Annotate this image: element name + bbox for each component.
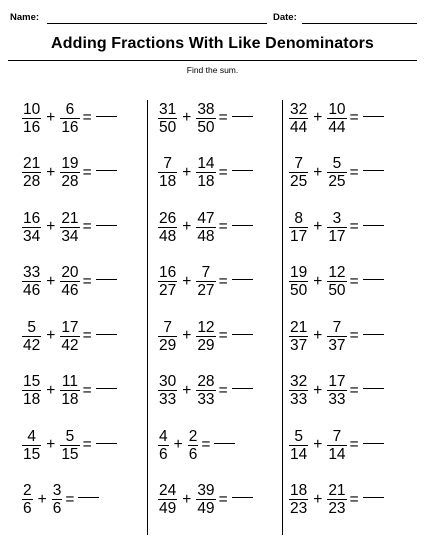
fraction-b: [327, 265, 346, 298]
fraction-b-numerator: 39: [197, 482, 215, 499]
fraction-a-denominator: 6: [23, 500, 32, 517]
plus-sign: +: [46, 436, 56, 453]
answer-blank[interactable]: [96, 443, 117, 444]
equals-sign: =: [349, 218, 359, 235]
fraction-a-numerator: 4: [159, 427, 168, 445]
fraction-b-numerator: 21: [61, 209, 79, 227]
answer-blank[interactable]: [96, 334, 117, 335]
fraction-a: [158, 211, 177, 244]
fraction-a-numerator: 5: [294, 427, 303, 445]
fraction-b-denominator: 49: [197, 500, 215, 517]
problem-1-3: [22, 204, 152, 250]
fraction-a: [158, 265, 177, 298]
plus-sign: +: [182, 163, 192, 181]
fraction-a-numerator: 16: [23, 209, 41, 227]
answer-blank[interactable]: [232, 170, 253, 171]
equals-sign: =: [218, 272, 228, 290]
equals-sign: =: [82, 109, 92, 126]
problem-3-3: [289, 204, 419, 250]
fraction-b-numerator: 2: [188, 427, 198, 445]
fraction-b: [60, 156, 79, 189]
fraction-a-numerator: 32: [290, 373, 308, 390]
fraction-a-denominator: 50: [290, 282, 308, 299]
fraction-b: [60, 320, 79, 353]
fraction-a-denominator: 6: [159, 445, 168, 463]
answer-blank[interactable]: [363, 497, 384, 498]
fraction-b-denominator: 46: [61, 282, 79, 299]
fraction-a: [22, 102, 41, 135]
fraction-b-denominator: 6: [52, 500, 62, 517]
answer-blank[interactable]: [363, 443, 384, 444]
fraction-a-denominator: 42: [23, 336, 41, 354]
plus-sign: +: [182, 272, 192, 290]
answer-blank[interactable]: [363, 334, 384, 335]
equals-sign: =: [201, 436, 211, 453]
problem-2-5: [158, 313, 288, 359]
plus-sign: +: [313, 327, 323, 344]
fraction-b: [60, 429, 79, 462]
instructions: Find the sum.: [186, 65, 239, 75]
fraction-b-denominator: 27: [197, 282, 215, 299]
fraction-b-denominator: 18: [197, 173, 215, 190]
fraction-a: [22, 156, 41, 189]
answer-blank[interactable]: [232, 116, 253, 117]
equals-sign: =: [349, 436, 359, 453]
fraction-b-numerator: 12: [197, 318, 215, 336]
fraction-b: [196, 265, 215, 298]
equals-sign: =: [82, 436, 92, 453]
plus-sign: +: [182, 327, 192, 344]
problem-3-7: [289, 422, 419, 468]
fraction-b-numerator: 38: [197, 100, 215, 118]
fraction-a-numerator: 24: [159, 482, 177, 499]
fraction-b-denominator: 42: [61, 336, 79, 354]
fraction-b: [196, 211, 215, 244]
fraction-b-numerator: 3: [332, 209, 342, 227]
fraction-a-numerator: 33: [23, 264, 41, 281]
plus-sign: +: [313, 381, 323, 399]
fraction-a-denominator: 17: [290, 227, 308, 245]
fraction-a: [158, 429, 169, 462]
fraction-b-numerator: 14: [197, 155, 215, 172]
answer-blank[interactable]: [96, 116, 117, 117]
fraction-a-denominator: 14: [290, 445, 308, 463]
fraction-a-numerator: 10: [23, 100, 41, 118]
fraction-a: [22, 374, 41, 407]
fraction-a-denominator: 18: [23, 391, 41, 408]
equals-sign: =: [349, 163, 359, 181]
fraction-a-numerator: 16: [159, 264, 177, 281]
fraction-b-denominator: 15: [61, 445, 79, 463]
plus-sign: +: [313, 490, 323, 508]
fraction-b-denominator: 34: [61, 227, 79, 245]
problem-1-8: [22, 477, 152, 523]
equals-sign: =: [349, 327, 359, 344]
problem-3-2: [289, 150, 419, 196]
answer-blank[interactable]: [363, 116, 384, 117]
fraction-b-numerator: 7: [332, 427, 342, 445]
fraction-b-numerator: 28: [197, 373, 215, 390]
fraction-b: [196, 483, 215, 516]
fraction-a: [289, 102, 308, 135]
fraction-a-denominator: 29: [159, 336, 177, 354]
fraction-b: [327, 483, 346, 516]
fraction-b: [196, 102, 215, 135]
fraction-b-denominator: 48: [197, 227, 215, 245]
fraction-b-denominator: 16: [61, 118, 79, 136]
fraction-a-numerator: 5: [27, 318, 36, 336]
fraction-b: [60, 211, 79, 244]
fraction-a-denominator: 49: [159, 500, 177, 517]
fraction-a: [289, 265, 308, 298]
equals-sign: =: [218, 218, 228, 235]
fraction-a-numerator: 18: [290, 482, 308, 499]
problem-1-2: [22, 150, 152, 196]
fraction-b-numerator: 17: [328, 373, 346, 390]
fraction-b-numerator: 20: [61, 264, 79, 281]
problem-3-5: [289, 313, 419, 359]
answer-blank[interactable]: [96, 279, 117, 280]
fraction-a: [22, 211, 41, 244]
page-title: Adding Fractions With Like Denominators: [51, 35, 374, 52]
fraction-a: [22, 483, 33, 516]
plus-sign: +: [173, 436, 183, 453]
header: [10, 12, 417, 28]
plus-sign: +: [313, 218, 323, 235]
answer-blank[interactable]: [96, 170, 117, 171]
fraction-b-numerator: 21: [328, 482, 346, 499]
equals-sign: =: [82, 327, 92, 344]
answer-blank[interactable]: [214, 443, 235, 444]
fraction-b-denominator: 14: [328, 445, 346, 463]
plus-sign: +: [46, 327, 56, 344]
fraction-b: [60, 265, 79, 298]
fraction-a: [289, 320, 308, 353]
equals-sign: =: [82, 163, 92, 181]
fraction-b-denominator: 28: [61, 173, 79, 190]
fraction-a: [22, 265, 41, 298]
fraction-b-numerator: 12: [328, 264, 346, 281]
plus-sign: +: [182, 218, 192, 235]
fraction-b-denominator: 6: [188, 445, 198, 463]
fraction-b: [327, 211, 346, 244]
title-rule: [8, 60, 417, 61]
answer-blank[interactable]: [232, 225, 253, 226]
plus-sign: +: [182, 490, 192, 508]
answer-blank[interactable]: [78, 497, 99, 498]
fraction-b-denominator: 50: [197, 118, 215, 136]
fraction-b: [327, 156, 346, 189]
fraction-b: [196, 156, 215, 189]
plus-sign: +: [313, 109, 323, 126]
fraction-a-denominator: 18: [159, 173, 177, 190]
problem-1-6: [22, 368, 152, 414]
fraction-a: [158, 102, 177, 135]
fraction-a: [289, 429, 308, 462]
problem-3-8: [289, 477, 419, 523]
plus-sign: +: [46, 163, 56, 181]
fraction-a: [289, 483, 308, 516]
fraction-b: [327, 320, 346, 353]
problem-2-4: [158, 259, 288, 305]
fraction-b-denominator: 18: [61, 391, 79, 408]
fraction-a-denominator: 48: [159, 227, 177, 245]
equals-sign: =: [218, 381, 228, 399]
fraction-a-numerator: 21: [290, 318, 308, 336]
fraction-a-numerator: 8: [294, 209, 303, 227]
answer-blank[interactable]: [232, 279, 253, 280]
answer-blank[interactable]: [363, 279, 384, 280]
equals-sign: =: [218, 490, 228, 508]
fraction-a-denominator: 27: [159, 282, 177, 299]
fraction-b-denominator: 29: [197, 336, 215, 354]
fraction-b-numerator: 11: [61, 373, 78, 390]
equals-sign: =: [82, 381, 92, 399]
fraction-a-denominator: 34: [23, 227, 41, 245]
fraction-a: [158, 156, 177, 189]
fraction-b-numerator: 6: [65, 100, 75, 118]
fraction-b-denominator: 37: [328, 336, 346, 354]
fraction-a-denominator: 23: [290, 500, 308, 517]
plus-sign: +: [46, 272, 56, 290]
problem-2-8: [158, 477, 288, 523]
fraction-b-denominator: 23: [328, 500, 346, 517]
fraction-b-numerator: 47: [197, 209, 215, 227]
fraction-a: [158, 374, 177, 407]
problem-1-4: [22, 259, 152, 305]
plus-sign: +: [46, 109, 56, 126]
fraction-b: [327, 374, 346, 407]
problem-2-6: [158, 368, 288, 414]
fraction-a-denominator: 46: [23, 282, 41, 299]
fraction-a-numerator: 32: [290, 100, 308, 118]
equals-sign: =: [82, 218, 92, 235]
fraction-a: [158, 320, 177, 353]
fraction-b-denominator: 50: [328, 282, 346, 299]
equals-sign: =: [349, 109, 359, 126]
fraction-a-numerator: 31: [159, 100, 177, 118]
fraction-a-numerator: 15: [23, 373, 41, 390]
name-label: Name:: [10, 12, 40, 23]
plus-sign: +: [182, 109, 192, 126]
fraction-a: [289, 156, 308, 189]
equals-sign: =: [218, 327, 228, 344]
fraction-a-numerator: 7: [163, 155, 172, 172]
fraction-b: [196, 374, 215, 407]
fraction-b-denominator: 25: [328, 173, 346, 190]
fraction-a-denominator: 33: [290, 391, 308, 408]
fraction-b-numerator: 5: [332, 155, 342, 172]
fraction-a-numerator: 21: [23, 155, 41, 172]
equals-sign: =: [65, 490, 75, 508]
equals-sign: =: [349, 381, 359, 399]
fraction-a-numerator: 7: [163, 318, 172, 336]
fraction-a-numerator: 26: [159, 209, 177, 227]
problem-grid: [8, 95, 417, 545]
fraction-a-numerator: 2: [23, 482, 32, 499]
problem-2-7: [158, 422, 288, 468]
fraction-b-numerator: 7: [332, 318, 342, 336]
problem-2-3: [158, 204, 288, 250]
answer-blank[interactable]: [363, 388, 384, 389]
fraction-a-denominator: 37: [290, 336, 308, 354]
answer-blank[interactable]: [232, 334, 253, 335]
fraction-a-numerator: 7: [294, 155, 303, 172]
plus-sign: +: [313, 436, 323, 453]
fraction-a-denominator: 44: [290, 118, 308, 136]
date-label: Date:: [273, 12, 297, 23]
fraction-b-denominator: 17: [328, 227, 346, 245]
answer-blank[interactable]: [363, 170, 384, 171]
equals-sign: =: [218, 163, 228, 181]
problem-1-5: [22, 313, 152, 359]
fraction-a: [22, 429, 41, 462]
fraction-b: [327, 429, 346, 462]
fraction-b-numerator: 7: [201, 264, 211, 281]
fraction-b: [196, 320, 215, 353]
answer-blank[interactable]: [96, 388, 117, 389]
problem-3-4: [289, 259, 419, 305]
fraction-b: [60, 374, 79, 407]
answer-blank[interactable]: [363, 225, 384, 226]
fraction-a-numerator: 30: [159, 373, 177, 390]
problem-2-1: [158, 95, 288, 141]
fraction-a: [289, 211, 308, 244]
answer-blank[interactable]: [96, 225, 117, 226]
problem-3-6: [289, 368, 419, 414]
plus-sign: +: [313, 163, 323, 181]
answer-blank[interactable]: [232, 497, 253, 498]
fraction-b-denominator: 33: [328, 391, 346, 408]
date-line[interactable]: [302, 23, 417, 24]
fraction-a-numerator: 4: [27, 427, 36, 445]
fraction-b-denominator: 33: [197, 391, 215, 408]
answer-blank[interactable]: [232, 388, 253, 389]
fraction-b: [327, 102, 346, 135]
fraction-a-denominator: 33: [159, 391, 177, 408]
problem-1-1: [22, 95, 152, 141]
equals-sign: =: [349, 490, 359, 508]
fraction-a: [158, 483, 177, 516]
fraction-b-numerator: 19: [61, 155, 79, 172]
fraction-a-denominator: 16: [23, 118, 41, 136]
fraction-a-denominator: 15: [23, 445, 41, 463]
problem-3-1: [289, 95, 419, 141]
equals-sign: =: [349, 272, 359, 290]
problem-2-2: [158, 150, 288, 196]
plus-sign: +: [182, 381, 192, 399]
fraction-a: [289, 374, 308, 407]
plus-sign: +: [46, 381, 56, 399]
fraction-b-numerator: 10: [328, 100, 346, 118]
equals-sign: =: [82, 272, 92, 290]
fraction-b-numerator: 5: [65, 427, 75, 445]
fraction-b-numerator: 17: [61, 318, 79, 336]
fraction-b-numerator: 3: [52, 482, 62, 499]
plus-sign: +: [37, 490, 47, 508]
fraction-a-denominator: 50: [159, 118, 177, 136]
fraction-b-denominator: 44: [328, 118, 346, 136]
fraction-b: [188, 429, 199, 462]
fraction-a: [22, 320, 41, 353]
fraction-b: [52, 483, 63, 516]
fraction-b: [60, 102, 79, 135]
fraction-a-numerator: 19: [290, 264, 308, 281]
plus-sign: +: [313, 272, 323, 290]
fraction-a-denominator: 28: [23, 173, 41, 190]
equals-sign: =: [218, 109, 228, 126]
fraction-a-denominator: 25: [290, 173, 308, 190]
plus-sign: +: [46, 218, 56, 235]
name-line[interactable]: [47, 23, 267, 24]
problem-1-7: [22, 422, 152, 468]
